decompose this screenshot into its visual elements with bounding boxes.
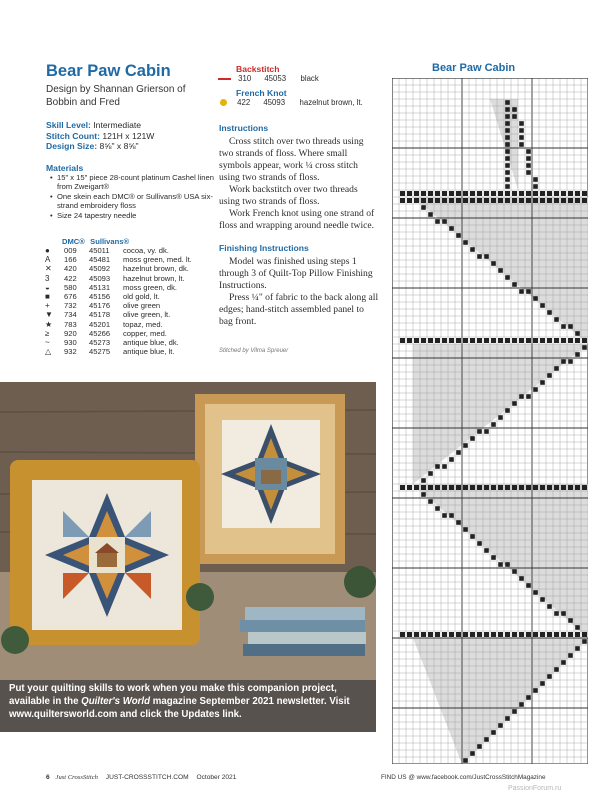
- sullivans-number: 45131: [89, 282, 111, 292]
- dmc-number: 783: [64, 319, 77, 329]
- table-row: [44, 274, 192, 283]
- floss-name: moss green, dk.: [123, 282, 178, 292]
- french-knot-heading: French Knot: [236, 88, 287, 98]
- dmc-number: 932: [64, 347, 77, 357]
- floss-name: hazelnut brown, lt.: [123, 273, 185, 283]
- floss-symbol: ✕: [45, 264, 52, 274]
- floss-key-table: [44, 246, 192, 356]
- footer-right: FIND US @ www.facebook.com/JustCrossStitchMagazine: [381, 774, 546, 781]
- floss-name: old gold, lt.: [123, 292, 160, 302]
- floss-symbol: ◒: [45, 282, 50, 292]
- backstitch-line-icon: [218, 78, 231, 80]
- spec-stitch-count: Stitch Count: 121H x 121W: [46, 130, 155, 141]
- floss-symbol: 3: [45, 273, 50, 283]
- materials-list: [50, 173, 215, 220]
- sullivans-number: 45156: [89, 292, 111, 302]
- backstitch-heading: Backstitch: [236, 64, 280, 74]
- floss-name: antique blue, dk.: [123, 338, 179, 348]
- list-item: • Size 24 tapestry needle: [50, 211, 215, 220]
- sullivans-number: 45275: [89, 347, 111, 357]
- dmc-header: DMC®: [62, 237, 85, 246]
- floss-name: moss green, med. lt.: [123, 255, 192, 265]
- french-knot-dot-icon: [220, 99, 227, 106]
- floss-name: copper, med.: [123, 328, 167, 338]
- sullivans-number: 45176: [89, 301, 111, 311]
- table-row: [44, 264, 192, 273]
- floss-symbol: △: [45, 347, 52, 357]
- floss-name: olive green: [123, 301, 161, 311]
- sullivans-number: 45011: [89, 246, 110, 255]
- dmc-number: 676: [64, 292, 77, 302]
- floss-name: hazelnut brown, dk.: [123, 264, 189, 274]
- floss-name: topaz, med.: [123, 319, 163, 329]
- floss-name: cocoa, vy. dk.: [123, 246, 169, 255]
- pattern-title: Bear Paw Cabin: [46, 62, 171, 80]
- project-photo: [0, 382, 376, 732]
- table-row: [44, 255, 192, 264]
- table-row: [44, 347, 192, 356]
- dmc-number: 930: [64, 338, 77, 348]
- sullivans-number: 45201: [89, 319, 111, 329]
- floss-symbol: ★: [45, 319, 53, 329]
- finishing-paragraph: Model was finished using steps 1 through 3 of Quilt-Top Pillow Finishing Instructions.: [219, 256, 373, 291]
- sullivans-header: Sullivans®: [90, 237, 130, 246]
- table-row: [44, 310, 192, 319]
- spec-design-size: Design Size: 8⅝" x 8⅝": [46, 141, 139, 151]
- instructions-block: [219, 122, 379, 328]
- floss-symbol: ≥: [45, 328, 50, 338]
- dmc-number: 009: [64, 246, 77, 255]
- sullivans-number: 45266: [89, 328, 111, 338]
- instructions-heading: Instructions: [219, 123, 269, 133]
- table-row: [44, 338, 192, 347]
- dmc-number: 920: [64, 328, 77, 338]
- pattern-specs: [46, 120, 154, 152]
- dmc-number: 422: [64, 273, 77, 283]
- photo-caption: Put your quilting skills to work when you make this companion project, available in the Quilter's World magazine September 2021 newsletter. Visit www.quiltersworld.com and click the Updates link.: [9, 683, 350, 721]
- table-row: [44, 329, 192, 338]
- key-header: [62, 237, 129, 246]
- finishing-paragraph: Press ¼" of fabric to the back along all edges; hand-stitch assembled panel to bag front.: [219, 292, 379, 327]
- spec-skill: Skill Level: Intermediate: [46, 120, 142, 130]
- table-row: [44, 292, 192, 301]
- instruction-paragraph: Cross stitch over two threads using two strands of floss. Where small symbols appear, work ¼ cross stitch using two strands of floss.: [219, 136, 364, 183]
- dmc-number: 580: [64, 282, 77, 292]
- instruction-paragraph: Work backstitch over two threads using two strands of floss.: [219, 184, 358, 207]
- table-row: [44, 246, 192, 255]
- instruction-paragraph: Work French knot using one strand of floss and wrapping around needle twice.: [219, 208, 375, 231]
- footer-left: [46, 774, 236, 781]
- floss-name: olive green, lt.: [123, 310, 171, 320]
- dmc-number: 420: [64, 264, 77, 274]
- backstitch-row: 310 45053 black: [218, 74, 319, 83]
- floss-symbol: ▼: [45, 310, 53, 320]
- watermark: PassionForum.ru: [508, 785, 562, 792]
- materials-heading: Materials: [46, 163, 84, 173]
- designer-credit: Design by Shannan Grierson of Bobbin and Fred: [46, 84, 186, 108]
- floss-name: antique blue, lt.: [123, 347, 175, 357]
- stitched-by-credit: Stitched by Vilma Spreuer: [219, 348, 289, 354]
- floss-symbol: +: [45, 301, 50, 311]
- floss-symbol: ~: [45, 338, 50, 348]
- list-item: • One skein each DMC® or Sullivans® USA six-strand embroidery floss: [50, 192, 215, 211]
- sullivans-number: 45093: [89, 273, 111, 283]
- chart-title: Bear Paw Cabin: [432, 62, 516, 74]
- magazine-name: Quilter's World: [81, 696, 151, 708]
- cross-stitch-chart: [392, 78, 588, 764]
- dmc-number: 732: [64, 301, 77, 311]
- sullivans-number: 45092: [89, 264, 111, 274]
- issue-date: October 2021: [196, 774, 237, 781]
- sullivans-number: 45481: [89, 255, 111, 265]
- page-number: 6: [46, 774, 50, 781]
- sullivans-number: 45178: [89, 310, 111, 320]
- finishing-heading: Finishing Instructions: [219, 243, 309, 253]
- magazine-logo: Just CrossStitch: [55, 774, 98, 781]
- floss-symbol: A: [45, 255, 51, 265]
- floss-symbol: ●: [45, 246, 50, 255]
- site-url: JUST-CROSSSTITCH.COM: [105, 774, 189, 781]
- table-row: [44, 320, 192, 329]
- dmc-number: 734: [64, 310, 77, 320]
- dmc-number: 166: [64, 255, 77, 265]
- french-knot-row: 422 45093 hazelnut brown, lt.: [218, 98, 363, 107]
- floss-symbol: ■: [45, 292, 50, 302]
- table-row: [44, 301, 192, 310]
- list-item: • 15" x 15" piece 28-count platinum Cashel linen from Zweigart®: [50, 173, 215, 192]
- table-row: [44, 283, 192, 292]
- sullivans-number: 45273: [89, 338, 111, 348]
